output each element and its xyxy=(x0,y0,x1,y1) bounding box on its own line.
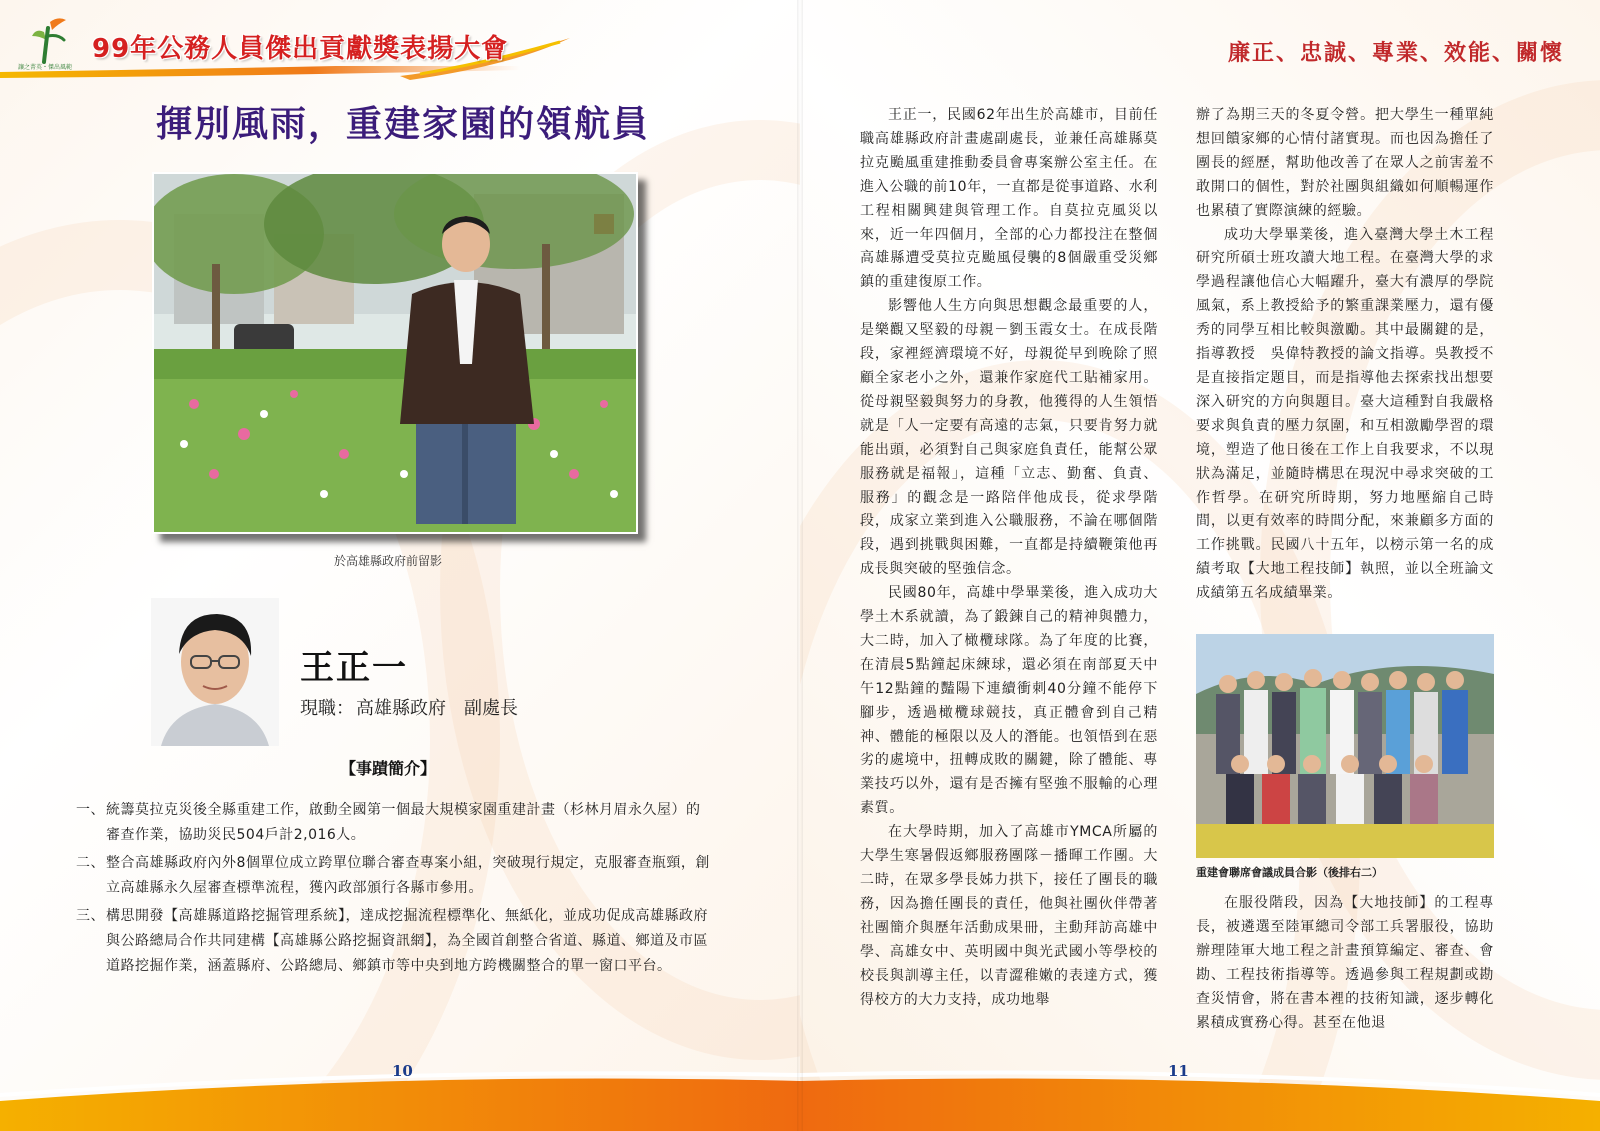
body-column-2 xyxy=(1196,104,1494,606)
person-name: 王正一 xyxy=(300,648,408,688)
paragraph: 影響他人生方向與思想觀念最重要的人，是樂觀又堅毅的母親－劉玉霞女士。在成長階段，家裡經濟環境不好，母親從早到晚除了照顧全家老小之外，還兼作家庭代工貼補家用。從母親堅毅與努力的身教，他獲得的人生領悟就是「人一定要有高遠的志氣，只要肯努力就能出頭，必須對自己與家庭負責任，能幫公眾服務就是福報」，這種「立志、勤奮、負責、服務」的觀念是一路陪伴他成長，從求學階段，成家立業到進入公職服務，不論在哪個階段，遇到挑戰與困難，一直都是持續鞭策他再成長與突破的堅強信念。 xyxy=(860,298,1158,578)
paragraph: 王正一，民國62年出生於高雄市，目前任職高雄縣政府計畫處副處長，並兼任高雄縣莫拉克颱風重建推動委員會專案辦公室主任。在進入公職的前10年，一直都是從事道路、水利工程相關興建與管理工作。自莫拉克風災以來，近一年四個月，全部的心力都投注在整個高雄縣遭受莫拉克颱風侵襲的8個嚴重受災鄉鎮的重建復原工作。 xyxy=(860,107,1158,291)
paragraph: 成功大學畢業後，進入臺灣大學土木工程研究所碩士班攻讀大地工程。在臺灣大學的求學過程讓他信心大幅躍升，臺大有濃厚的學院風氣，系上教授給予的繁重課業壓力，還有優秀的同學互相比較與激勵。其中最關鍵的是，指導教授 吳偉特教授的論文指導。吳教授不是直接指定題目，而是指導他去探索找出想要深入研究的方向與題目。臺大這種對自我嚴格要求與負責的壓力氛圍，和互相激勵學習的環境，塑造了他日後在工作上自我要求，不以現狀為滿足，並隨時構思在現況中尋求突破的工作哲學。在研究所時期，努力地壓縮自己時間，以更有效率的時間分配，來兼顧多方面的工作挑戰。民國八十五年，以榜示第一名的成績考取【大地工程技師】執照，並以全班論文成績第五名成績畢業。 xyxy=(1196,226,1494,602)
achievement-text: 整合高雄縣政府內外8個單位成立跨單位聯合審查專案小組，突破現行規定，克服審查瓶頸，創立高雄縣永久屋審查標準流程，獲內政部頒行各縣市參用。 xyxy=(106,855,710,896)
achievement-number: 二、 xyxy=(76,855,105,872)
achievement-item xyxy=(76,851,712,900)
body-column-2-continued xyxy=(1196,892,1494,1035)
position-label: 現職： xyxy=(300,698,354,719)
man-in-garden-photo xyxy=(154,174,636,532)
right-page xyxy=(800,0,1600,1131)
page-number-right: 11 xyxy=(1168,1062,1189,1080)
body-column-1 xyxy=(860,104,1158,1012)
achievement-list xyxy=(76,798,712,982)
achievement-item xyxy=(76,904,712,978)
position-value: 高雄縣政府 副處長 xyxy=(356,698,518,719)
achievement-item xyxy=(76,798,712,847)
portrait-photo xyxy=(151,598,279,746)
group-photo xyxy=(1196,634,1494,858)
footer-band xyxy=(800,1051,1600,1131)
achievement-text: 統籌莫拉克災後全縣重建工作，啟動全國第一個最大規模家園重建計畫（杉林月眉永久屋）的審查作業，協助災民504戶計2,016人。 xyxy=(106,802,701,843)
article-title: 揮別風雨，重建家園的領航員 xyxy=(156,103,651,145)
paragraph: 辦了為期三天的冬夏令營。把大學生一種單純想回饋家鄉的心情付諸實現。而也因為擔任了團長的經歷，幫助他改善了在眾人之前害羞不敢開口的個性，對於社團與組織如何順暢運作也累積了實際演練的經驗。 xyxy=(1196,107,1494,219)
paragraph: 民國80年，高雄中學畢業後，進入成功大學土木系就讀，為了鍛鍊自己的精神與體力，大二時，加入了橄欖球隊。為了年度的比賽，在清晨5點鐘起床練球，還必須在南部夏天中午12點鐘的豔陽下連續衝刺40分鐘不能停下腳步，透過橄欖球競技，真正體會到自己精神、體能的極限以及人的潛能。也領悟到在惡劣的處境中，扭轉成敗的關鍵，除了體能、專業技巧以外，還有是否擁有堅強不服輸的心理素質。 xyxy=(860,585,1158,817)
paragraph: 在大學時期，加入了高雄市YMCA所屬的大學生寒暑假返鄉服務團隊－播暉工作團。大二時，在眾多學長姊力拱下，接任了團長的職務，因為擔任團長的責任，他與社團伙伴帶著社團簡介與歷年活動成果冊，主動拜訪高雄中學、高雄女中、英明國中與光武國小等學校的校長與訓導主任，以青澀稚嫩的表達方式，獲得校方的大力支持，成功地舉 xyxy=(860,824,1158,1008)
paragraph: 在服役階段，因為【大地技師】的工程專長，被遴選至陸軍總司令部工兵署服役，協助辦理陸軍大地工程之計畫預算編定、審查、會勘、工程技術指導等。透過參與工程規劃或勘查災情會，將在書本裡的技術知識，逐步轉化累積成實務心得。甚至在他退 xyxy=(1196,895,1494,1031)
achievement-number: 一、 xyxy=(76,802,105,818)
achievement-number: 三、 xyxy=(76,908,105,925)
main-photo xyxy=(152,172,638,534)
position-line xyxy=(300,694,518,720)
section-heading: 【事蹟簡介】 xyxy=(340,759,437,778)
achievement-text: 構思開發【高雄縣道路挖掘管理系統】，達成挖掘流程標準化、無紙化，並成功促成高雄縣政府與公路總局合作共同建構【高雄縣公路挖掘資訊網】，為全國首創整合省道、縣道、鄉道及市區道路挖掘作業，涵蓋縣府、公路總局、鄉鎮市等中央到地方跨機關整合的單一窗口平台。 xyxy=(106,908,708,974)
page-number-left: 10 xyxy=(392,1062,413,1080)
portrait-illustration xyxy=(151,598,279,746)
group-photo-caption: 重建會聯席會議成員合影（後排右二） xyxy=(1196,866,1383,879)
group-photo-illustration xyxy=(1196,634,1494,858)
main-photo-caption: 於高雄縣政府前留影 xyxy=(334,554,443,568)
logo-caption: 讓之菁英・傑出風範 xyxy=(18,64,73,71)
motto: 廉正、忠誠、專業、效能、關懷 xyxy=(1227,40,1564,66)
page-spine xyxy=(797,0,803,1131)
event-title: 99年公務人員傑出貢獻獎表揚大會 xyxy=(92,34,509,64)
